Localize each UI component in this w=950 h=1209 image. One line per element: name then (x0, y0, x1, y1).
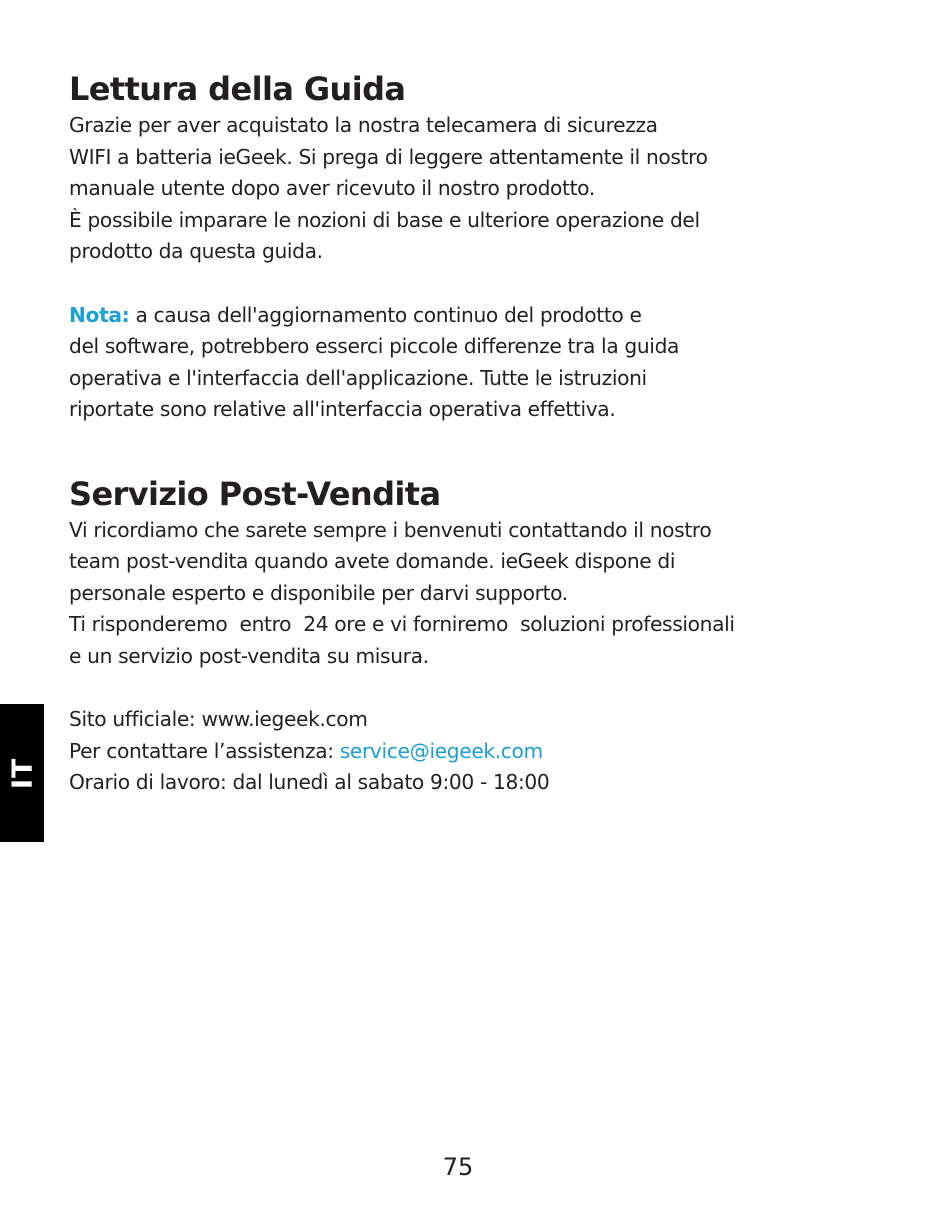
page-number: 75 (442, 1153, 474, 1181)
support-email-link[interactable]: service@iegeek.com (339, 738, 543, 763)
note-label: Nota: (69, 302, 130, 327)
service-intro-line: Ti risponderemo entro 24 ore e vi forniremo soluzioni professionali (69, 612, 735, 636)
page-content (69, 70, 859, 799)
language-tab (0, 704, 44, 842)
guide-note-paragraph (69, 300, 859, 426)
guide-intro-paragraph (69, 110, 859, 268)
guide-note-line: operativa e l'interfaccia dell'applicazione. Tutte le istruzioni (69, 365, 647, 390)
section-title-guide: Lettura della Guida (69, 70, 406, 108)
section-title-service: Servizio Post-Vendita (69, 474, 441, 513)
contact-block (69, 704, 859, 799)
guide-note-line: riportate sono relative all'interfaccia operativa effettiva. (69, 397, 616, 421)
guide-intro-line: Grazie per aver acquistato la nostra telecamera di sicurezza (69, 113, 658, 137)
guide-note-line: del software, potrebbero esserci piccole differenze tra la guida (69, 334, 680, 358)
guide-intro-line: È possibile imparare le nozioni di base e ulteriore operazione del (69, 207, 700, 232)
service-intro-paragraph (69, 515, 859, 673)
guide-note-first-line (69, 300, 859, 332)
language-tab-label: IT (5, 757, 39, 789)
guide-intro-line: manuale utente dopo aver ricevuto il nostro prodotto. (69, 176, 595, 200)
service-intro-line: team post-vendita quando avete domande. ieGeek dispone di (69, 549, 676, 573)
website-line: Sito ufficiale: www.iegeek.com (69, 707, 368, 731)
guide-intro-line: WIFI a batteria ieGeek. Si prega di leggere attentamente il nostro (69, 144, 708, 169)
guide-note-line: a causa dell'aggiornamento continuo del prodotto e (129, 302, 642, 327)
contact-prefix: Per contattare l’assistenza: (69, 738, 340, 763)
guide-intro-line: prodotto da questa guida. (69, 239, 323, 263)
working-hours-line: Orario di lavoro: dal lunedì al sabato 9:00 - 18:00 (69, 770, 550, 794)
service-intro-line: e un servizio post-vendita su misura. (69, 643, 429, 668)
contact-line (69, 736, 859, 768)
service-intro-line: personale esperto e disponibile per darvi supporto. (69, 580, 568, 605)
service-intro-line: Vi ricordiamo che sarete sempre i benvenuti contattando il nostro (69, 517, 712, 542)
